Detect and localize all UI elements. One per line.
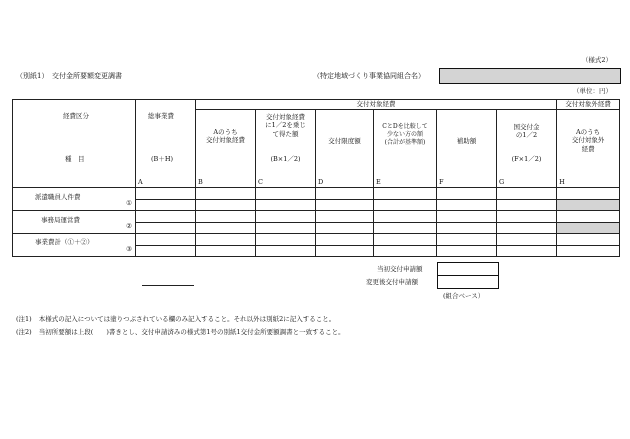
cell-h-2-shaded[interactable]: [557, 222, 620, 234]
cell-a-1b[interactable]: [136, 199, 196, 211]
col-f-label: 補助額: [456, 137, 477, 145]
col-letter-g: G: [499, 177, 505, 186]
header-col-b: [196, 110, 256, 188]
header-subsidy-group: 交付対象経費: [196, 100, 557, 110]
association-name-field[interactable]: [439, 68, 621, 84]
col-g-sub-label: (F×1／2): [511, 155, 542, 163]
note-tag: (注1): [16, 315, 32, 323]
cell-g-3b[interactable]: [497, 245, 557, 257]
col-letter-e: E: [376, 177, 381, 186]
unit-label: （単位：円）: [573, 87, 612, 95]
header-col-g: [497, 110, 557, 188]
col-b-label: Aのうち 交付対象経費: [206, 128, 245, 145]
cell-c-3b[interactable]: [256, 245, 316, 257]
changed-amount-field[interactable]: [437, 275, 499, 289]
cell-f-3b[interactable]: [437, 245, 497, 257]
row-label-cell-2: [13, 211, 136, 234]
header-total: [136, 100, 196, 188]
col-h-label: Aのうち 交付対象外 経費: [571, 128, 605, 153]
col-e-label: CとDを比較して 少ない方の額 (合計が基準額): [382, 123, 428, 146]
budget-table: [12, 99, 620, 257]
cell-e-3b[interactable]: [374, 245, 437, 257]
cell-d-2b[interactable]: [316, 222, 374, 234]
col-letter-f: F: [439, 177, 444, 186]
form-number: （様式2）: [581, 56, 612, 64]
cell-a-2[interactable]: [136, 211, 196, 223]
header-col-c: [256, 110, 316, 188]
row-label-cell-3: [13, 234, 136, 257]
cell-b-2[interactable]: [196, 211, 256, 223]
divider-line: [142, 285, 194, 286]
note-2: [16, 329, 345, 336]
total-sub-label: (B＋H): [151, 155, 174, 163]
row-number: ②: [126, 222, 132, 230]
changed-amount-label: 変更後交付申請額: [366, 278, 418, 286]
cell-c-2b[interactable]: [256, 222, 316, 234]
cell-e-1[interactable]: [374, 188, 437, 200]
item-label: 種 目: [65, 155, 85, 163]
cell-f-3[interactable]: [437, 234, 497, 246]
association-label: （特定地域づくり事業協同組合名）: [313, 72, 425, 80]
col-d-label: 交付限度額: [328, 137, 361, 145]
cell-d-3b[interactable]: [316, 245, 374, 257]
note-text: 本様式の記入については塗りつぶされている欄のみ記入すること。それ以外は別紙2に記入すること。: [38, 315, 336, 323]
cell-e-2b[interactable]: [374, 222, 437, 234]
header-nonsubsidy-group: 交付対象外経費: [557, 100, 620, 110]
cell-e-1b[interactable]: [374, 199, 437, 211]
col-letter-d: D: [318, 177, 324, 186]
total-label: 総事業費: [148, 112, 174, 120]
note-1: [16, 316, 335, 323]
row-label: 派遣職員人件費: [35, 193, 81, 201]
cell-f-2b[interactable]: [437, 222, 497, 234]
cell-h-1-shaded[interactable]: [557, 199, 620, 211]
header-col-f: [437, 110, 497, 188]
cell-b-1b[interactable]: [196, 199, 256, 211]
cell-d-3[interactable]: [316, 234, 374, 246]
cell-f-2[interactable]: [437, 211, 497, 223]
col-letter-b: B: [198, 177, 203, 186]
cell-a-1[interactable]: [136, 188, 196, 200]
cell-a-3[interactable]: [136, 234, 196, 246]
cell-h-1[interactable]: [557, 188, 620, 200]
cell-b-3[interactable]: [196, 234, 256, 246]
cell-g-2b[interactable]: [497, 222, 557, 234]
col-g-label: 国交付金 の1／2: [513, 123, 540, 140]
cell-g-3[interactable]: [497, 234, 557, 246]
row-number: ③: [126, 245, 132, 253]
header-col-h: [557, 110, 620, 188]
cell-d-1b[interactable]: [316, 199, 374, 211]
cell-g-2[interactable]: [497, 211, 557, 223]
header-col-e: [374, 110, 437, 188]
document-title: （別紙1） 交付金所要額変更調書: [16, 72, 122, 80]
row-label-cell-1: [13, 188, 136, 211]
association-basis-note: (組合ベース）: [443, 292, 485, 300]
note-tag: (注2): [16, 328, 32, 336]
cell-e-2[interactable]: [374, 211, 437, 223]
row-label: 事務局運営費: [41, 216, 80, 224]
initial-amount-label: 当初交付申請額: [377, 265, 423, 273]
col-letter-a: A: [138, 177, 143, 186]
cell-h-2[interactable]: [557, 211, 620, 223]
cell-g-1b[interactable]: [497, 199, 557, 211]
cell-a-2b[interactable]: [136, 222, 196, 234]
header-category: [13, 100, 136, 188]
row-label: 事業費計（①＋②）: [35, 238, 94, 246]
col-c-sub-label: (B×1／2): [270, 155, 301, 163]
cell-d-1[interactable]: [316, 188, 374, 200]
cell-d-2[interactable]: [316, 211, 374, 223]
cell-f-1[interactable]: [437, 188, 497, 200]
cell-f-1b[interactable]: [437, 199, 497, 211]
category-label: 経費区分: [63, 112, 89, 120]
cell-h-3b[interactable]: [557, 245, 620, 257]
cell-b-1[interactable]: [196, 188, 256, 200]
cell-c-1[interactable]: [256, 188, 316, 200]
col-letter-c: C: [258, 177, 263, 186]
header-col-d: [316, 110, 374, 188]
cell-b-3b[interactable]: [196, 245, 256, 257]
cell-c-1b[interactable]: [256, 199, 316, 211]
cell-h-3[interactable]: [557, 234, 620, 246]
cell-c-2[interactable]: [256, 211, 316, 223]
cell-b-2b[interactable]: [196, 222, 256, 234]
note-text: 当初所要額は上段( )書きとし、交付申請済みの様式第1号の別紙1交付金所要額調書と一致すること。: [38, 328, 345, 336]
cell-c-3[interactable]: [256, 234, 316, 246]
col-c-label: 交付対象経費 に1／2を乗じ て得た額: [265, 113, 306, 138]
col-letter-h: H: [559, 177, 565, 186]
cell-a-3b[interactable]: [136, 245, 196, 257]
cell-e-3[interactable]: [374, 234, 437, 246]
row-number: ①: [126, 199, 132, 207]
cell-g-1[interactable]: [497, 188, 557, 200]
initial-amount-field[interactable]: [437, 262, 499, 276]
